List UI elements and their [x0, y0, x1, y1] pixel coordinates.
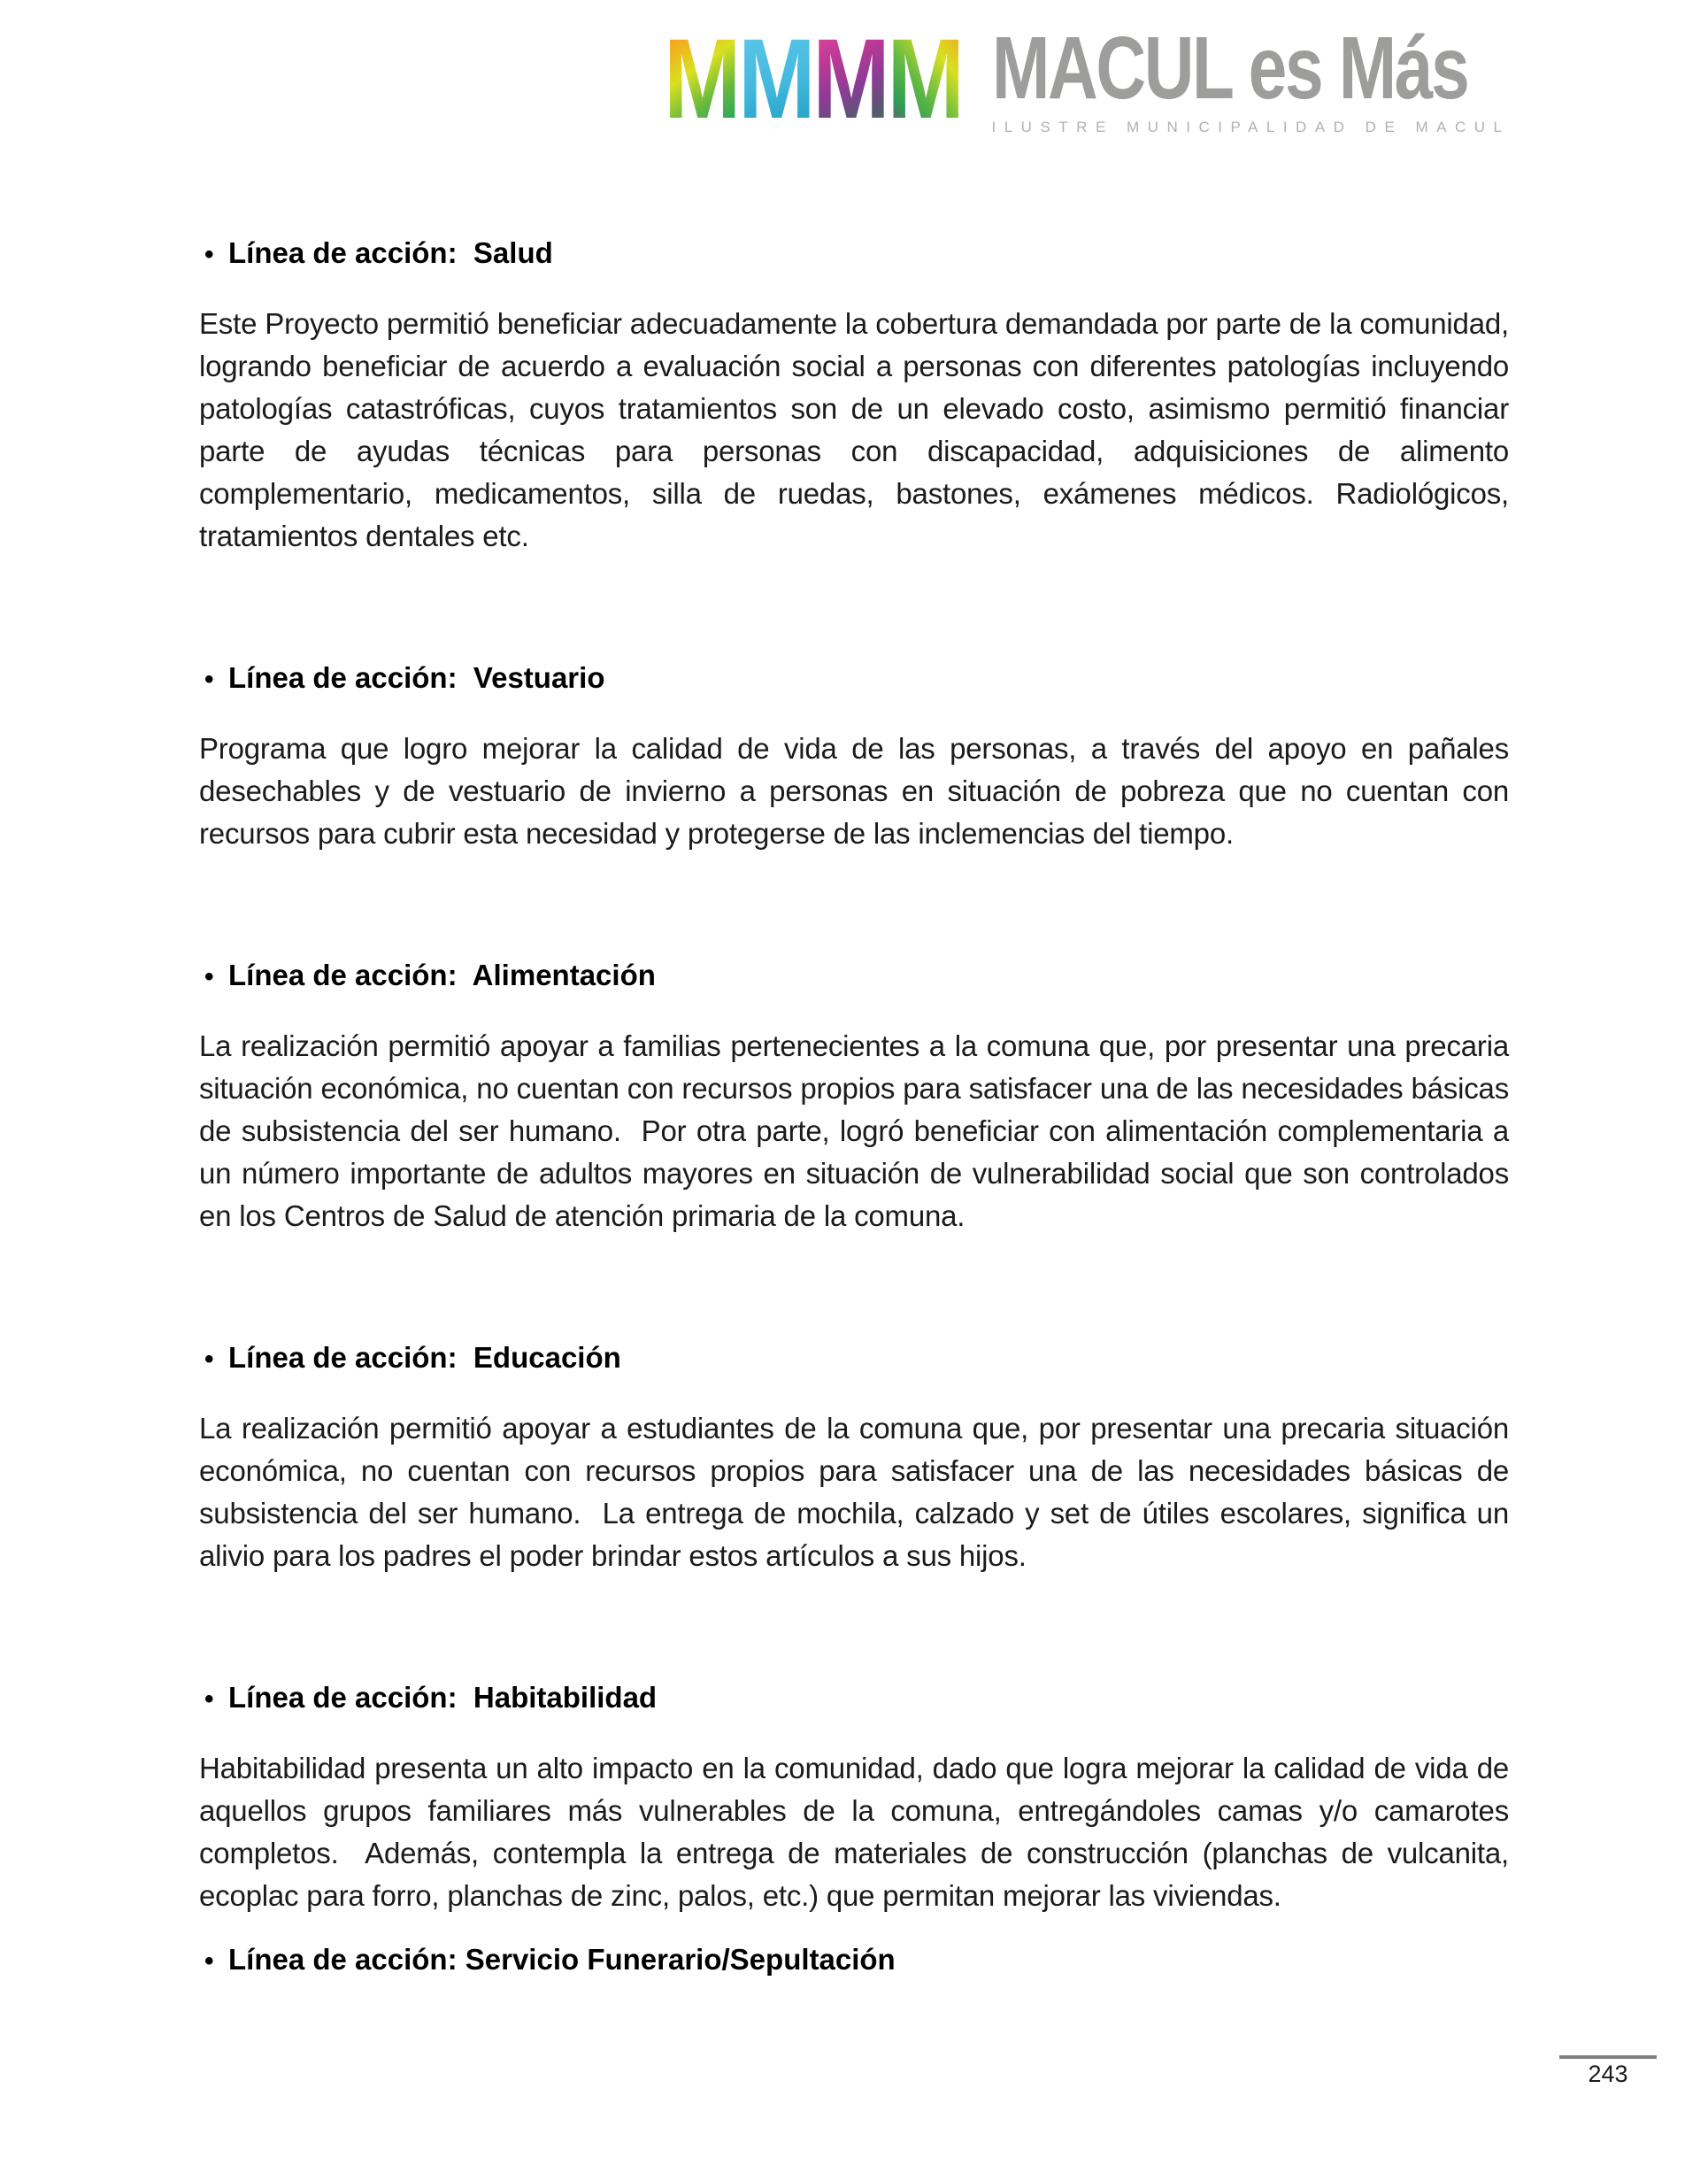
section-paragraph: La realización permitió apoyar a familias pertenecientes a la comuna que, por presentar una precaria situación económica, no cuentan con recursos propios para satisfacer una de las necesidades básicas de subsistencia del ser humano. Por otra parte, logró beneficiar con alimentación complementaria a un número importante de adultos mayores en situación de vulnerabilidad social que son controlados en los Centros de Salud de atención primaria de la comuna. — [199, 1029, 1517, 1232]
section-heading-label: Línea de acción: Habitabilidad — [228, 1681, 658, 1714]
section-heading — [199, 657, 1509, 701]
section-alimentacion — [199, 954, 1517, 1237]
section-heading-label: Línea de acción: Educación — [228, 1341, 621, 1374]
bullet-icon: • — [204, 1684, 214, 1714]
section-paragraph: Este Proyecto permitió beneficiar adecuadamente la cobertura demandada por parte de la comunidad, logrando beneficiar de acuerdo a evaluación social a personas con diferentes patologías incluyendo patologías catastróficas, cuyos tratamientos son de un elevado costo, asimismo permitió financiar parte de ayudas técnicas para personas con discapacidad, adquisiciones de alimento complementario, medicamentos, silla de ruedas, bastones, exámenes médicos. Radiológicos, tratamientos dentales etc. — [199, 307, 1517, 552]
section-heading-label: Línea de acción: Alimentación — [228, 959, 656, 991]
logo-tagline: ILUSTRE MUNICIPALIDAD DE MACUL — [991, 119, 1511, 135]
section-heading-label: Línea de acción: Vestuario — [228, 661, 605, 694]
bullet-icon: • — [204, 1946, 214, 1976]
section-paragraph: Programa que logro mejorar la calidad de vida de las personas, a través del apoyo en pañales desechables y de vestuario de invierno a personas en situación de pobreza que no cuentan con recursos para cubrir esta necesidad y protegerse de las inclemencias del tiempo. — [199, 732, 1517, 850]
logo — [664, 16, 1597, 143]
bullet-icon: • — [204, 240, 214, 269]
logo-monogram — [664, 16, 962, 143]
bullet-icon: • — [204, 1345, 214, 1374]
logo-monogram-letter-2: M — [738, 16, 813, 143]
logo-title: MACUL es Más — [991, 19, 1467, 118]
section-paragraph: La realización permitió apoyar a estudiantes de la comuna que, por presentar una precaria situación económica, no cuentan con recursos propios para satisfacer una de las necesidades básicas de subsistencia del ser humano. La entrega de mochila, calzado y set de útiles escolares, significa un alivio para los padres el poder brindar estos artículos a sus hijos. — [199, 1412, 1517, 1572]
logo-monogram-letter-1: M — [664, 16, 739, 143]
bullet-icon: • — [204, 665, 214, 694]
section-salud — [199, 232, 1517, 558]
section-heading-label: Línea de acción: Salud — [228, 236, 553, 269]
document-body — [199, 232, 1517, 1983]
section-heading — [199, 1938, 1509, 1983]
logo-monogram-letter-4: M — [887, 16, 962, 143]
bullet-icon: • — [204, 962, 214, 991]
section-heading — [199, 232, 1509, 276]
page-footer — [1559, 2055, 1657, 2087]
section-educacion — [199, 1337, 1517, 1577]
logo-monogram-letter-3: M — [812, 16, 888, 143]
section-habitabilidad — [199, 1676, 1517, 1917]
section-vestuario — [199, 657, 1517, 855]
section-paragraph: Habitabilidad presenta un alto impacto en la comunidad, dado que logra mejorar la calidad de vida de aquellos grupos familiares más vulnerables de la comuna, entregándoles camas y/o camarotes completos. Además, contempla la entrega de materiales de construcción (planchas de vulcanita, ecoplac para forro, planchas de zinc, palos, etc.) que permitan mejorar las viviendas. — [199, 1752, 1517, 1912]
section-servicio-funerario — [199, 1938, 1509, 1983]
section-heading — [199, 954, 1509, 998]
section-heading — [199, 1676, 1509, 1721]
section-heading-label: Línea de acción: Servicio Funerario/Sepultación — [228, 1943, 896, 1976]
logo-text — [991, 19, 1598, 136]
page-number: 243 — [1588, 2061, 1628, 2087]
section-heading — [199, 1337, 1509, 1381]
